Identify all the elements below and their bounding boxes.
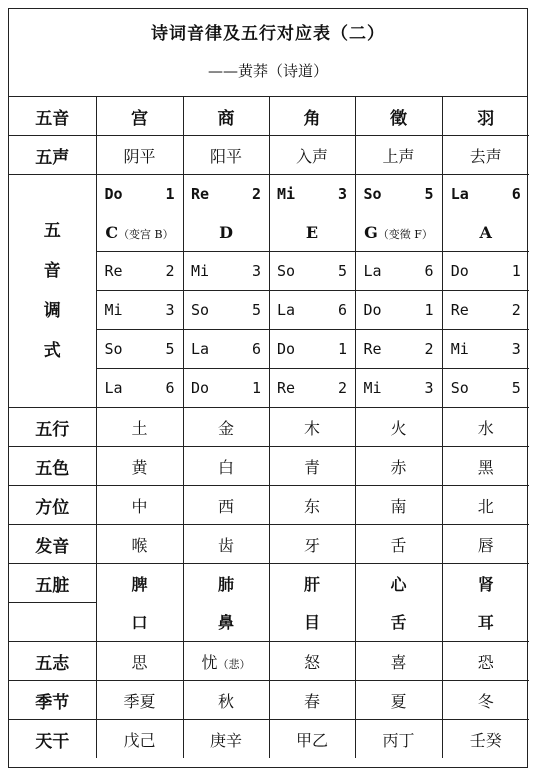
cell: 赤 xyxy=(355,447,442,486)
cell: 上声 xyxy=(355,136,442,175)
root-note-cell xyxy=(96,175,183,214)
note-name: Do xyxy=(277,340,296,358)
note-name: So xyxy=(104,340,123,358)
cell: 白 xyxy=(183,447,269,486)
row-wuse xyxy=(9,447,529,486)
note-name: Mi xyxy=(191,262,210,280)
cell: 戊己 xyxy=(96,720,183,759)
row-label: 发音 xyxy=(9,525,96,564)
row-wuyin xyxy=(9,97,529,136)
note-name: Re xyxy=(450,301,469,319)
mode-cell xyxy=(269,291,355,330)
cell: 肝 xyxy=(269,564,355,603)
cell: 秋 xyxy=(183,681,269,720)
cell: 羽 xyxy=(442,97,529,136)
cell: 牙 xyxy=(269,525,355,564)
mode-cell xyxy=(96,252,183,291)
note-degree: 5 xyxy=(511,379,521,397)
cell xyxy=(183,642,269,681)
note-name: Mi xyxy=(277,185,296,203)
key-letter: C xyxy=(105,222,119,242)
cell: 南 xyxy=(355,486,442,525)
row-wusheng xyxy=(9,136,529,175)
cell: 唇 xyxy=(442,525,529,564)
note-name: So xyxy=(363,185,382,203)
note-name: Re xyxy=(363,340,382,358)
key-letter: D xyxy=(219,222,233,242)
title-block xyxy=(9,9,527,97)
mode-cell xyxy=(183,291,269,330)
mode-cell xyxy=(183,252,269,291)
note-degree: 5 xyxy=(165,340,175,358)
cell: 鼻 xyxy=(183,603,269,642)
cell: 季夏 xyxy=(96,681,183,720)
cell: 阳平 xyxy=(183,136,269,175)
note-name: Do xyxy=(191,379,210,397)
note-name: Mi xyxy=(363,379,382,397)
note-name: So xyxy=(191,301,210,319)
cell: 庚辛 xyxy=(183,720,269,759)
note-degree: 2 xyxy=(424,340,434,358)
cell: 思 xyxy=(96,642,183,681)
mode-cell xyxy=(442,330,529,369)
row-label: 天干 xyxy=(9,720,96,759)
row-tiaoshi-root xyxy=(9,175,529,214)
cell: 舌 xyxy=(355,525,442,564)
label-char: 式 xyxy=(43,341,61,361)
note-name: La xyxy=(450,185,469,203)
correspondence-table-frame xyxy=(8,8,528,768)
key-letter: G xyxy=(364,222,378,242)
cell: 甲乙 xyxy=(269,720,355,759)
mode-cell xyxy=(269,252,355,291)
note-name: La xyxy=(104,379,123,397)
mode-cell xyxy=(96,291,183,330)
note-degree: 6 xyxy=(337,301,347,319)
note-degree: 1 xyxy=(251,379,261,397)
note-degree: 3 xyxy=(165,301,175,319)
mode-cell xyxy=(96,369,183,408)
cell: 北 xyxy=(442,486,529,525)
cell: 喉 xyxy=(96,525,183,564)
cell: 阴平 xyxy=(96,136,183,175)
mode-cell xyxy=(183,330,269,369)
table-title: 诗词音律及五行对应表（二） xyxy=(151,24,385,44)
root-note-cell xyxy=(269,175,355,214)
key-letter: E xyxy=(305,222,319,242)
row-label: 五行 xyxy=(9,408,96,447)
cell: 心 xyxy=(355,564,442,603)
cell: 口 xyxy=(96,603,183,642)
key-cell xyxy=(355,213,442,252)
cell: 中 xyxy=(96,486,183,525)
cell: 青 xyxy=(269,447,355,486)
note-degree: 2 xyxy=(511,301,521,319)
root-note-cell xyxy=(355,175,442,214)
note-name: La xyxy=(277,301,296,319)
cell: 土 xyxy=(96,408,183,447)
row-label: 五声 xyxy=(9,136,96,175)
cell: 脾 xyxy=(96,564,183,603)
cell: 舌 xyxy=(355,603,442,642)
cell: 西 xyxy=(183,486,269,525)
key-note: （变宫 B） xyxy=(118,227,174,241)
note-degree: 1 xyxy=(165,185,175,203)
note-degree: 6 xyxy=(165,379,175,397)
note-name: Do xyxy=(104,185,123,203)
root-note-cell xyxy=(442,175,529,214)
note-degree: 3 xyxy=(337,185,347,203)
note-degree: 3 xyxy=(511,340,521,358)
row-label-tiaoshi xyxy=(9,175,96,408)
mode-cell xyxy=(442,369,529,408)
note-degree: 1 xyxy=(511,262,521,280)
cell: 黑 xyxy=(442,447,529,486)
key-cell xyxy=(269,213,355,252)
cell: 冬 xyxy=(442,681,529,720)
note-degree: 5 xyxy=(251,301,261,319)
row-label xyxy=(9,603,96,642)
cell: 怒 xyxy=(269,642,355,681)
mode-cell xyxy=(183,369,269,408)
cell: 夏 xyxy=(355,681,442,720)
label-char: 调 xyxy=(43,301,61,321)
table-subtitle: ——黄莽（诗道） xyxy=(207,62,328,80)
row-fayin xyxy=(9,525,529,564)
mode-cell xyxy=(355,252,442,291)
cell: 宫 xyxy=(96,97,183,136)
note-name: La xyxy=(363,262,382,280)
cell: 齿 xyxy=(183,525,269,564)
note-degree: 3 xyxy=(251,262,261,280)
cell: 喜 xyxy=(355,642,442,681)
note-name: So xyxy=(277,262,296,280)
cell: 商 xyxy=(183,97,269,136)
cell: 徵 xyxy=(355,97,442,136)
label-char: 音 xyxy=(43,261,61,281)
cell: 目 xyxy=(269,603,355,642)
key-cell xyxy=(96,213,183,252)
mode-cell xyxy=(442,291,529,330)
mode-cell xyxy=(355,330,442,369)
cell: 木 xyxy=(269,408,355,447)
cell: 壬癸 xyxy=(442,720,529,759)
note-name: Do xyxy=(363,301,382,319)
mode-cell xyxy=(269,330,355,369)
note-name: Re xyxy=(104,262,123,280)
note-name: Re xyxy=(277,379,296,397)
cell: 恐 xyxy=(442,642,529,681)
row-wuxing xyxy=(9,408,529,447)
row-label: 方位 xyxy=(9,486,96,525)
note-degree: 6 xyxy=(251,340,261,358)
mode-cell xyxy=(442,252,529,291)
mode-cell xyxy=(355,369,442,408)
mode-cell xyxy=(96,330,183,369)
row-tiangan xyxy=(9,720,529,759)
key-letter: A xyxy=(479,222,492,242)
note-name: Mi xyxy=(104,301,123,319)
cell: 肺 xyxy=(183,564,269,603)
cell: 金 xyxy=(183,408,269,447)
cell: 角 xyxy=(269,97,355,136)
cell: 火 xyxy=(355,408,442,447)
note-name: Do xyxy=(450,262,469,280)
row-fangwei xyxy=(9,486,529,525)
key-cell xyxy=(183,213,269,252)
cell: 入声 xyxy=(269,136,355,175)
note-name: So xyxy=(450,379,469,397)
root-note-cell xyxy=(183,175,269,214)
note-degree: 3 xyxy=(424,379,434,397)
cell-text: 忧 xyxy=(201,652,218,672)
cell: 春 xyxy=(269,681,355,720)
row-label: 五志 xyxy=(9,642,96,681)
note-degree: 6 xyxy=(511,185,521,203)
row-label: 季节 xyxy=(9,681,96,720)
cell: 丙丁 xyxy=(355,720,442,759)
row-wuguan xyxy=(9,603,529,642)
correspondence-table xyxy=(9,97,529,758)
row-jijie xyxy=(9,681,529,720)
note-degree: 1 xyxy=(337,340,347,358)
row-label: 五色 xyxy=(9,447,96,486)
row-label: 五脏 xyxy=(9,564,96,603)
note-name: Re xyxy=(191,185,210,203)
cell: 水 xyxy=(442,408,529,447)
cell: 黄 xyxy=(96,447,183,486)
note-degree: 6 xyxy=(424,262,434,280)
cell-note: （悲） xyxy=(217,657,251,671)
key-cell xyxy=(442,213,529,252)
row-wuzhi xyxy=(9,642,529,681)
mode-cell xyxy=(355,291,442,330)
note-name: Mi xyxy=(450,340,469,358)
row-wuzang xyxy=(9,564,529,603)
note-degree: 1 xyxy=(424,301,434,319)
row-label: 五音 xyxy=(9,97,96,136)
label-char: 五 xyxy=(43,221,61,241)
note-degree: 2 xyxy=(337,379,347,397)
note-degree: 2 xyxy=(251,185,261,203)
note-degree: 5 xyxy=(337,262,347,280)
note-name: La xyxy=(191,340,210,358)
note-degree: 2 xyxy=(165,262,175,280)
cell: 耳 xyxy=(442,603,529,642)
cell: 肾 xyxy=(442,564,529,603)
key-note: （变徵 F） xyxy=(377,227,433,241)
cell: 东 xyxy=(269,486,355,525)
cell: 去声 xyxy=(442,136,529,175)
note-degree: 5 xyxy=(424,185,434,203)
mode-cell xyxy=(269,369,355,408)
